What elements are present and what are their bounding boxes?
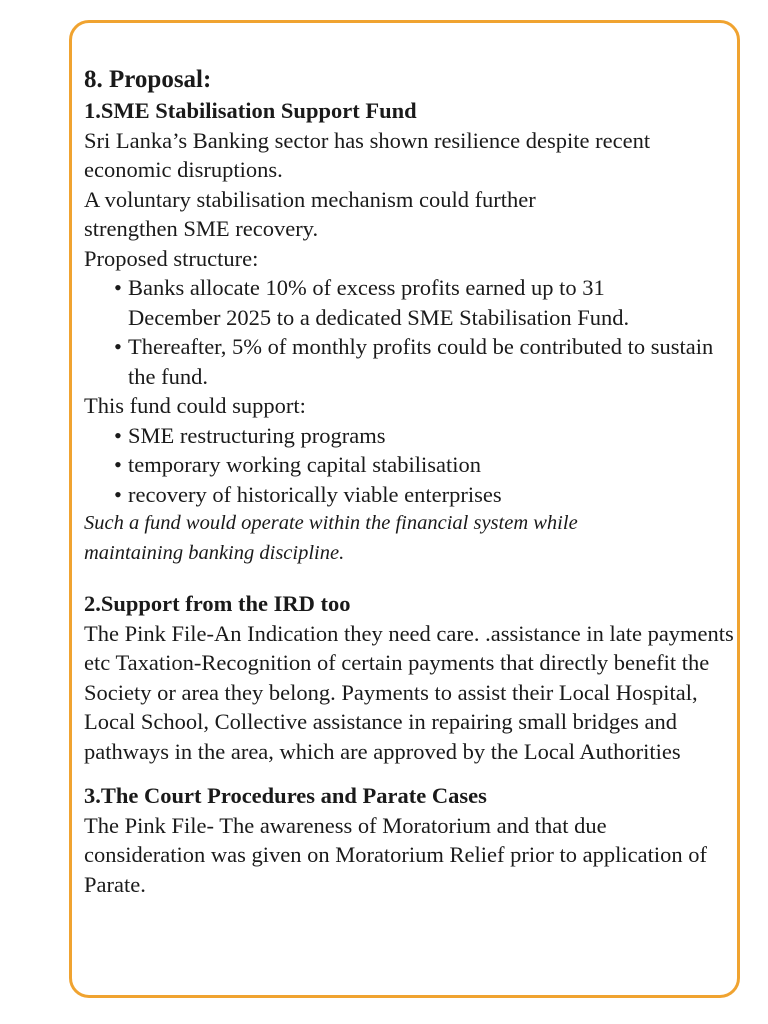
support-list (84, 421, 744, 510)
section-1-heading: 1.SME Stabilisation Support Fund (84, 98, 417, 123)
support-item: • SME restructuring programs (84, 421, 744, 451)
section-1-intro-line-4: strengthen SME recovery. (84, 216, 319, 241)
section-1-intro-line-1: Sri Lanka’s Banking sector has shown resilience despite recent (84, 127, 651, 153)
support-item: • recovery of historically viable enterprises (84, 480, 744, 510)
document-body (84, 64, 744, 899)
structure-item: • Banks allocate 10% of excess profits earned up to 31 December 2025 to a dedicated SME Stabilisation Fund. (84, 273, 698, 332)
page-title: 8. Proposal: (84, 66, 212, 93)
structure-item: • Thereafter, 5% of monthly profits could be contributed to sustain the fund. (84, 332, 718, 391)
section-2-body: The Pink File-An Indication they need care. .assistance in late payments etc Taxation-Recognition of certain payments that directly benefit the Society or area they belong. Payments to assist their Local Hospital, Local School, Collective assistance in repairing small bridges and pathways in the area, which are approved by the Local Authorities (84, 620, 734, 764)
section-2-heading: 2.Support from the IRD too (84, 591, 351, 616)
section-spacer (84, 568, 744, 589)
structure-list (84, 273, 744, 391)
support-label: This fund could support: (84, 393, 306, 418)
section-3-heading: 3.The Court Procedures and Parate Cases (84, 783, 487, 808)
section-1-intro-line-2: economic disruptions. (84, 157, 283, 182)
section-spacer (84, 766, 744, 781)
section-1-intro-line-3: A voluntary stabilisation mechanism could further (84, 186, 536, 212)
structure-label: Proposed structure: (84, 245, 259, 271)
closing-line-1: Such a fund would operate within the financial system while (84, 512, 578, 534)
section-3-body: The Pink File- The awareness of Moratorium and that due consideration was given on Moratorium Relief prior to application of Parate. (84, 812, 707, 897)
support-item: • temporary working capital stabilisation (84, 450, 744, 480)
closing-line-2: maintaining banking discipline. (84, 541, 345, 564)
